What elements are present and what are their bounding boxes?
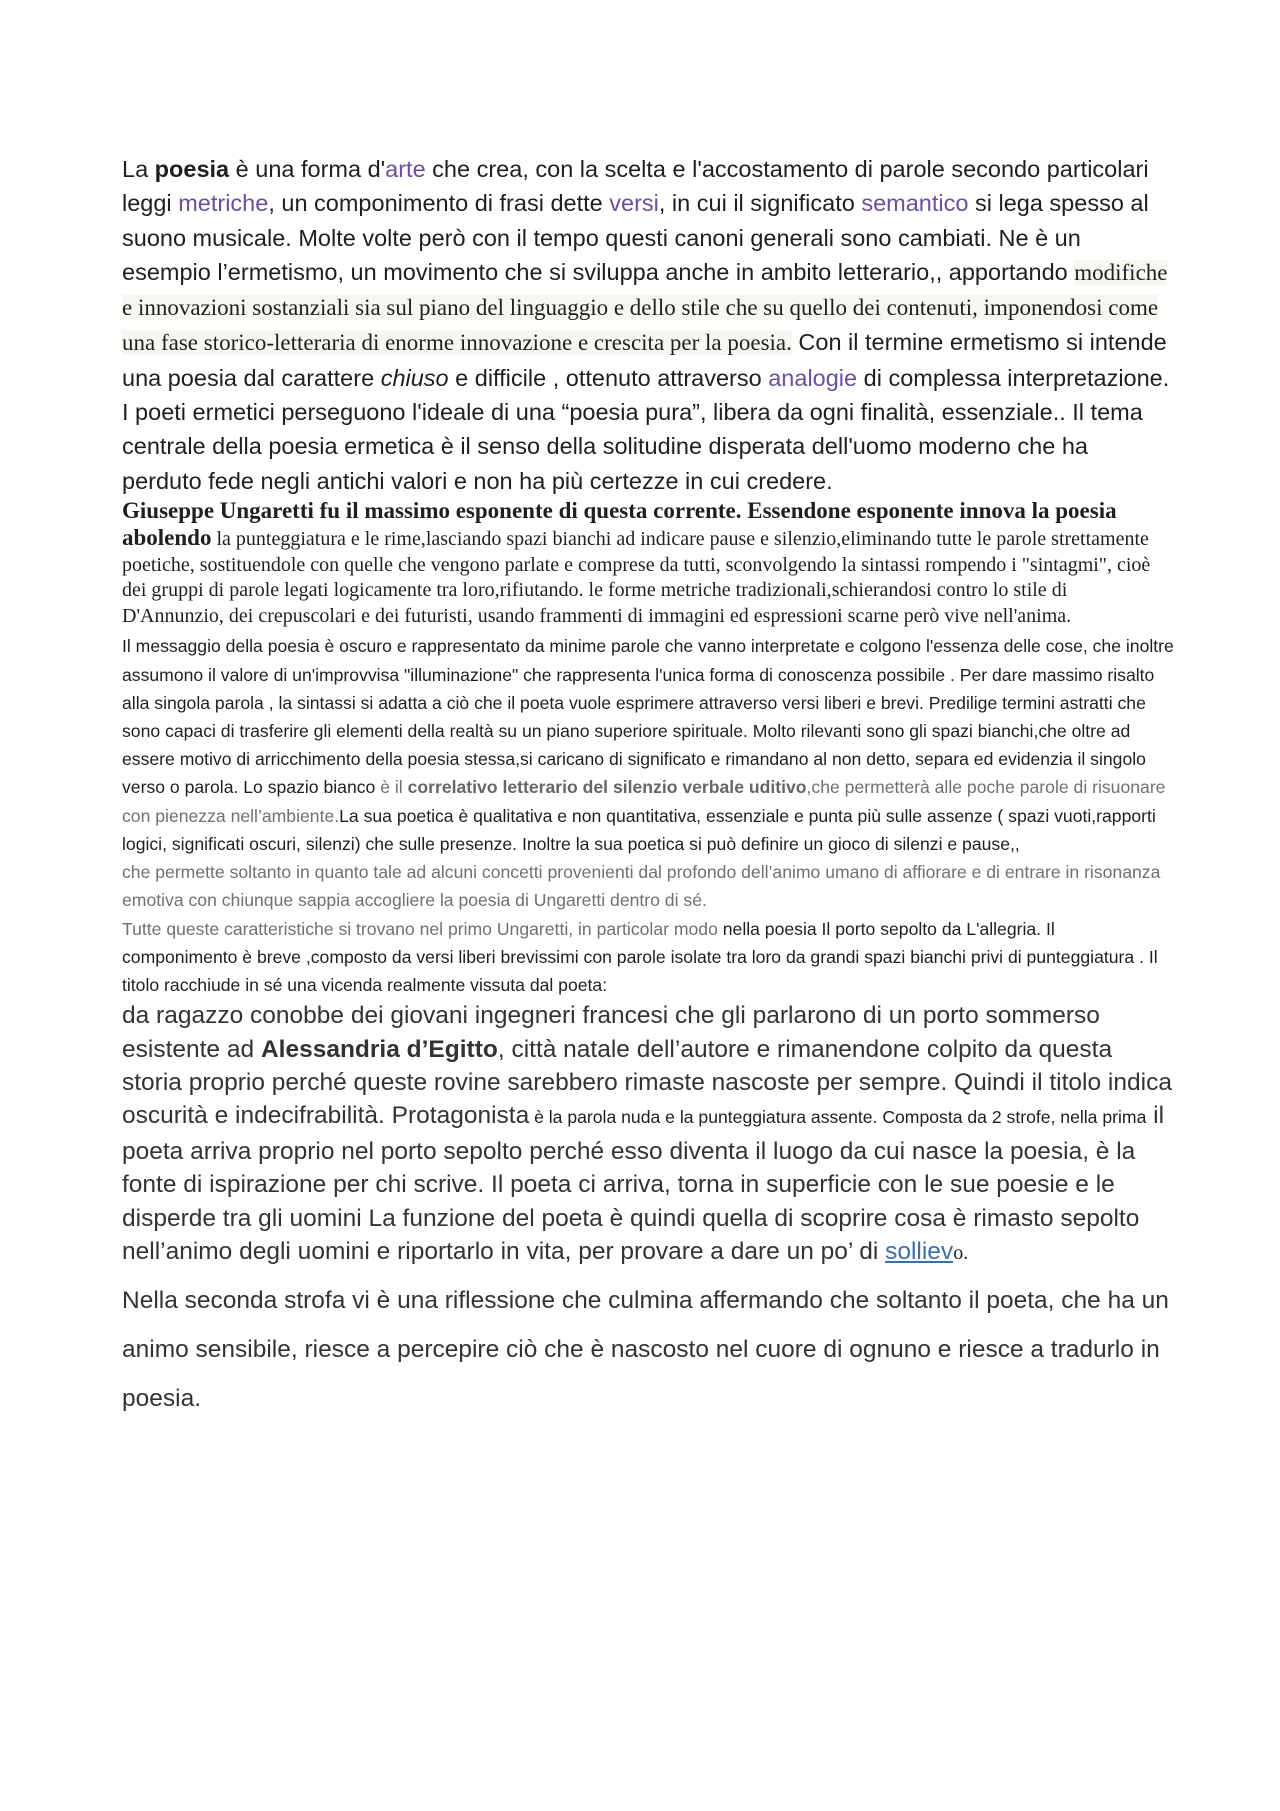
text-run: Nella seconda strofa vi è una riflessione che culmina affermando che soltanto il poeta, che ha un animo sensibile, riesce a percepire ciò che è nascosto nel cuore di ognuno e riesce a tradurlo in poesia.	[122, 1287, 1169, 1413]
gray-text: Tutte queste caratteristiche si trovano nel primo Ungaretti, in particolar modo	[122, 918, 718, 939]
text-run: di complessa interpretazione. I poeti ermetici perseguono l'ideale di una “poesia pura”, libera da ogni finalità, essenziale.. Il tema centrale della poesia ermetica è il senso della solitudine disperata dell'uomo moderno che ha perduto fede negli antichi valori e non ha più certezze in cui credere.	[122, 364, 1170, 494]
text-run: La	[122, 156, 155, 182]
text-run: , un componimento di frasi dette	[268, 190, 610, 217]
gray-text: che permette soltanto in quanto tale ad alcuni concetti provenienti dal profondo dell’animo umano di affiorare e di entrare in risonanza emotiva con chiunque sappia accogliere la poesia di Ungaretti dentro di sé.	[122, 862, 1161, 911]
link-sollievo[interactable]: solliev	[885, 1237, 954, 1265]
gray-text: ,che permetterà alle poche parole di risuonare con pienezza nell’ambiente.	[122, 777, 1166, 826]
text-run: nella poesia Il porto sepolto da L'allegria. Il componimento è breve ,composto da versi liberi brevissimi con parole isolate tra loro da grandi spazi bianchi privi di punteggiatura . Il titolo racchiude in sé una vicenda realmente vissuta dal poeta:	[122, 918, 1158, 995]
paragraph-messaggio	[122, 632, 1174, 999]
text-run: , in cui il significato	[658, 190, 862, 217]
text-run: La sua poetica è qualitativa e non quantitativa, essenziale e punta più sulle assenze ( spazi vuoti,rapporti logici, significati oscuri, silenzi) che sulle presenze. Inoltre la sua poetica si può definire un gioco di silenzi e pause,,	[122, 805, 1156, 854]
small-text-run: è la parola nuda e la punteggiatura assente. Composta da 2 strofe, nella prima	[529, 1107, 1147, 1128]
paragraph-intro	[122, 152, 1174, 498]
link-semantico[interactable]: semantico	[861, 190, 969, 217]
gray-text: è il	[375, 777, 408, 798]
text-run: da ragazzo conobbe dei giovani ingegneri francesi che gli parlarono di un porto sommerso esistente ad	[122, 1002, 1100, 1063]
text-run: , città natale dell’autore e rimanendone colpito da questa storia proprio perché queste rovine sarebbero rimaste nascoste per sempre. Quindi il titolo indica oscurità e indecifrabilità. Protagonista	[122, 1035, 1172, 1130]
text-run: il poeta arriva proprio nel porto sepolto perché esso diventa il luogo da cui nasce la poesia, è la fonte di ispirazione per chi scrive. Il poeta ci arriva, torna in superficie con le sue poesie e le disperde tra gli uomini La funzione del poeta è quindi quella di scoprire cosa è rimasto sepolto nell’animo degli uomini e riportarlo in vita, per provare a dare un po’ di	[122, 1102, 1165, 1265]
document-body	[122, 152, 1174, 1423]
text-run: Con il termine ermetismo si intende una poesia dal carattere	[122, 329, 1167, 391]
text-run: la punteggiatura e le rime,lasciando spazi bianchi ad indicare pause e silenzio,eliminando tutte le parole strettamente poetiche, sostituendole con quelle che vengono parlate e comprese da tutti, sconvolgendo la sintassi rompendo i "sintagmi", cioè dei gruppi di parole legati logicamente tra loro,rifiutando. le forme metriche tradizionali,schierandosi contro lo stile di D'Annunzio, dei crepuscolari e dei futuristi, usando frammenti di immagini ed espressioni scarne però vive nell'anima.	[122, 528, 1151, 627]
text-run: Il messaggio della poesia è oscuro e rappresentato da minime parole che vanno interpretate e colgono l'essenza delle cose, che inoltre assumono il valore di un'improvvisa "illuminazione" che rappresenta l'unica forma di conoscenza possibile . Per dare massimo risalto alla singola parola , la sintassi si adatta a ciò che il poeta vuole esprimere attraverso versi liberi e brevi. Predilige termini astratti che sono capaci di trasferire gli elementi della realtà su un piano superiore spirituale. Molto rilevanti sono gli spazi bianchi,che oltre ad essere motivo di arricchimento della poesia stessa,si caricano di significato e rimandano al non detto, separa ed evidenzia il singolo verso o parola. Lo spazio bianco	[122, 636, 1174, 798]
paragraph-porto-sepolto	[122, 999, 1174, 1270]
bold-alessandria: Alessandria d’Egitto	[260, 1035, 498, 1063]
paragraph-ungaretti	[122, 498, 1174, 630]
text-run: e difficile , ottenuto attraverso	[448, 364, 769, 391]
italic-chiuso: chiuso	[380, 364, 449, 391]
text-run: o.	[953, 1241, 969, 1264]
keyword-poesia: poesia	[154, 156, 230, 182]
link-metriche[interactable]: metriche	[178, 190, 269, 217]
highlighted-serif-text: modifiche e innovazioni sostanziali sia sul piano del linguaggio e dello stile che su quello dei contenuti, imponendosi come una fase storico-letteraria di enorme innovazione e crescita per la poesia.	[122, 259, 1168, 356]
link-analogie[interactable]: analogie	[768, 364, 858, 391]
paragraph-seconda-strofa	[122, 1276, 1174, 1423]
link-arte[interactable]: arte	[385, 156, 426, 182]
text-run: è una forma d'	[229, 156, 386, 182]
text-run: che crea, con la scelta e l'accostamento di parole secondo particolari leggi	[122, 156, 1149, 217]
gray-bold-text: correlativo letterario del silenzio verbale uditivo	[407, 777, 807, 798]
text-run: si lega spesso al suono musicale. Molte volte però con il tempo questi canoni generali sono cambiati. Ne è un esempio l’ermetismo, un movimento che si sviluppa anche in ambito letterario,, apportando	[122, 190, 1149, 285]
bold-lead-text: Giuseppe Ungaretti fu il massimo esponente di questa corrente. Essendone esponente innova la poesia abolendo	[122, 497, 1117, 551]
link-versi[interactable]: versi	[609, 190, 659, 217]
